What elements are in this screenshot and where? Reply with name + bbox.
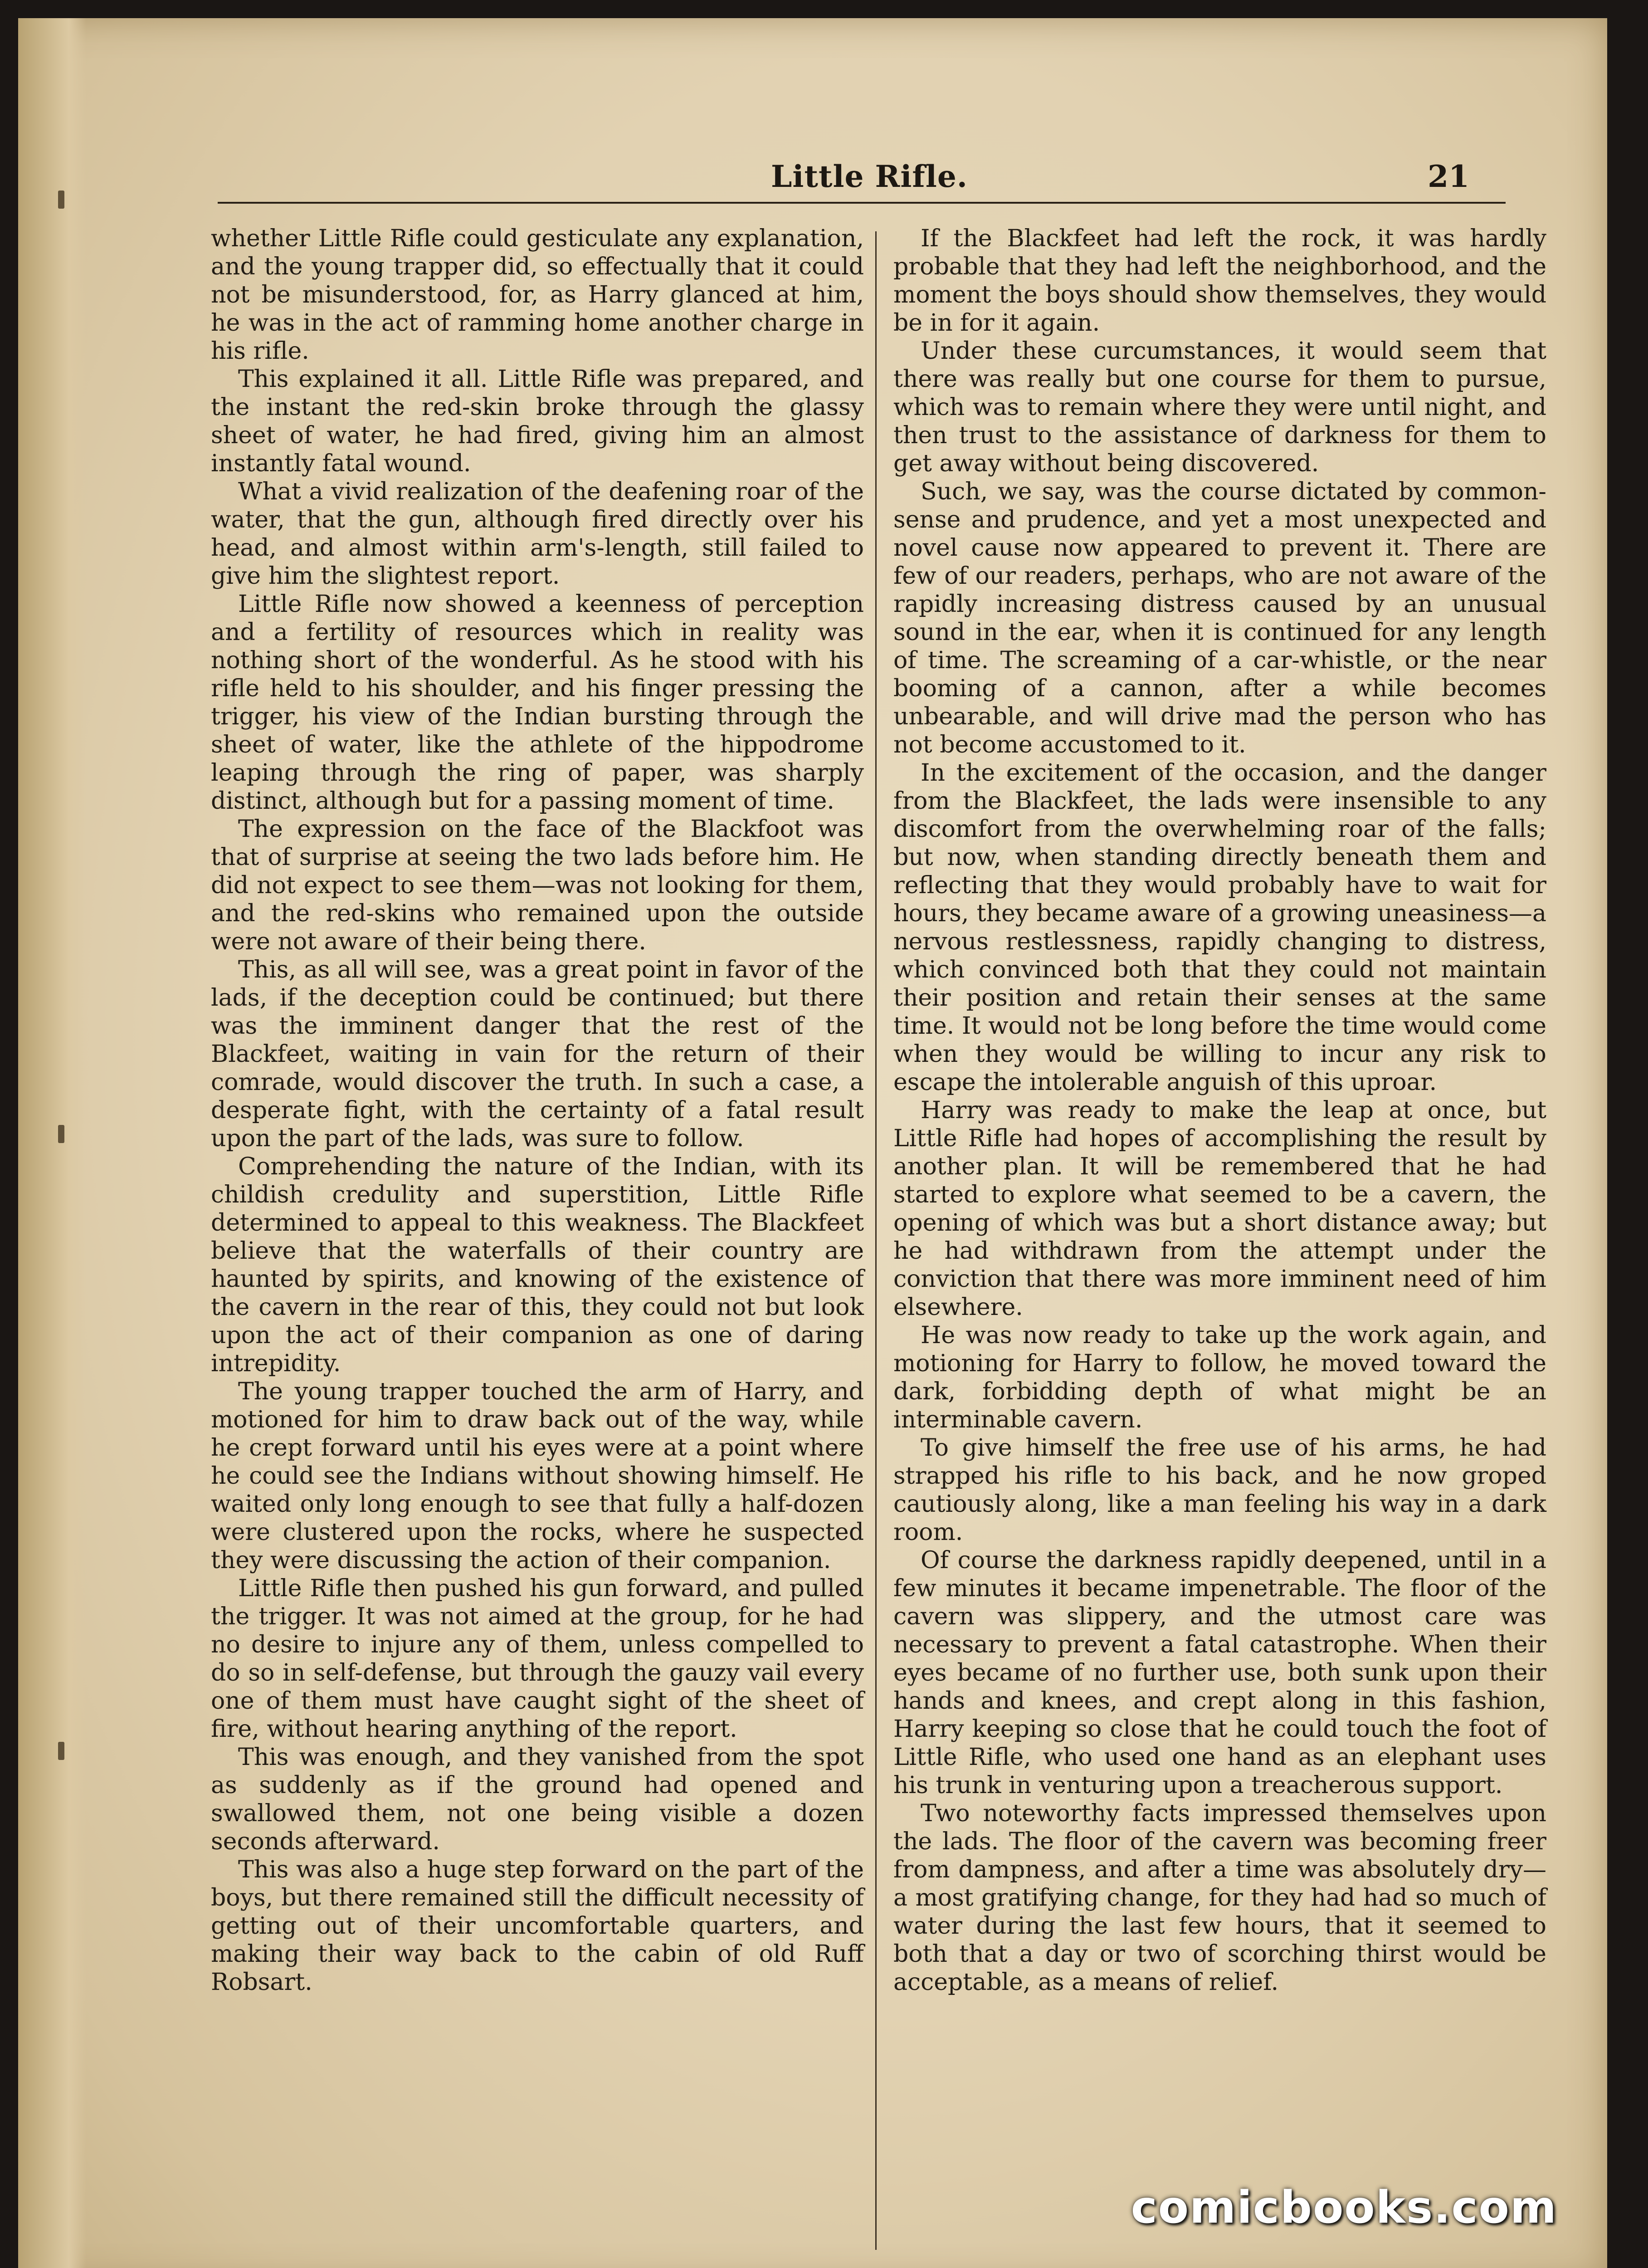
paragraph: This, as all will see, was a great point in favor of the lads, if the deception could be continued; but there was the imminent danger that the rest of the Blackfeet, waiting in vain for the return of their comrade, would discover the truth. In such a case, a desperate fight, with the certainty of a fatal result upon the part of the lads, was sure to follow. — [211, 956, 864, 1152]
paragraph: In the excitement of the occasion, and the danger from the Blackfeet, the lads were insensible to any discomfort from the overwhelming roar of the falls; but now, when standing directly beneath them and reflecting that they would probably have to wait for hours, they became aware of a growing uneasiness—a nervous restlessness, rapidly changing to distress, which convinced both that they could not maintain their position and retain their senses at the same time. It would not be long before the time would come when they would be willing to incur any risk to escape the intolerable anguish of this uproar. — [893, 759, 1546, 1096]
running-head — [218, 159, 1497, 209]
paragraph: Two noteworthy facts impressed themselves upon the lads. The floor of the cavern was becoming freer from dampness, and after a time was absolutely dry—a most gratifying change, for they had had so much of water during the last few hours, that it seemed to both that a day or two of scorching thirst would be acceptable, as a means of relief. — [893, 1800, 1546, 1996]
binding-stitch — [58, 1125, 64, 1143]
spine-binding — [18, 18, 86, 2268]
binding-stitch — [58, 1742, 64, 1760]
paragraph: Harry was ready to make the leap at once, but Little Rifle had hopes of accomplishing the result by another plan. It will be remembered that he had started to explore what seemed to be a cavern, the opening of which was but a short distance away; but he had withdrawn from the attempt under the conviction that there was more imminent need of him elsewhere. — [893, 1097, 1546, 1321]
paragraph: Comprehending the nature of the Indian, with its childish credulity and superstition, Little Rifle determined to appeal to this weakness. The Blackfeet believe that the waterfalls of their country are haunted by spirits, and knowing of the existence of the cavern in the rear of this, they could not but look upon the act of their companion as one of daring intrepidity. — [211, 1153, 864, 1377]
column-rule — [875, 231, 877, 2250]
paragraph: To give himself the free use of his arms, he had strapped his rifle to his back, and he now groped cautiously along, like a man feeling his way in a dark room. — [893, 1434, 1546, 1546]
book-page — [18, 18, 1607, 2268]
paragraph: Of course the darkness rapidly deepened, until in a few minutes it became impenetrable. The floor of the cavern was slippery, and the utmost care was necessary to prevent a fatal catastrophe. When their eyes became of no further use, both sunk upon their hands and knees, and crept along in this fashion, Harry keeping so close that he could touch the foot of Little Rifle, who used one hand as an elephant uses his trunk in venturing upon a treacherous support. — [893, 1547, 1546, 1799]
paragraph: If the Blackfeet had left the rock, it was hardly probable that they had left the neighborhood, and the moment the boys should show themselves, they would be in for it again. — [893, 225, 1546, 337]
paragraph: What a vivid realization of the deafening roar of the water, that the gun, although fired directly over his head, and almost within arm's-length, still failed to give him the slightest report. — [211, 478, 864, 590]
paragraph: Little Rifle then pushed his gun forward, and pulled the trigger. It was not aimed at the group, for he had no desire to injure any of them, unless compelled to do so in self-defense, but through the gauzy vail every one of them must have caught sight of the sheet of fire, without hearing anything of the report. — [211, 1575, 864, 1743]
binding-stitch — [58, 191, 64, 209]
paragraph: This was enough, and they vanished from the spot as suddenly as if the ground had opened and swallowed them, not one being visible a dozen seconds afterward. — [211, 1744, 864, 1855]
watermark: comicbooks.com — [1131, 2182, 1557, 2234]
paragraph: Under these curcumstances, it would seem that there was really but one course for them to pursue, which was to remain where they were until night, and then trust to the assistance of darkness for them to get away without being discovered. — [893, 337, 1546, 477]
paragraph: The young trapper touched the arm of Harry, and motioned for him to draw back out of the way, while he crept forward until his eyes were at a point where he could see the Indians without showing himself. He waited only long enough to see that fully a half-dozen were clustered upon the rocks, where he suspected they were discussing the action of their companion. — [211, 1378, 864, 1574]
header-rule — [218, 202, 1506, 204]
paragraph: This explained it all. Little Rifle was prepared, and the instant the red-skin broke through the glassy sheet of water, he had fired, giving him an almost instantly fatal wound. — [211, 366, 864, 477]
running-title: Little Rifle. — [771, 159, 968, 194]
right-column — [893, 225, 1546, 2268]
paragraph: The expression on the face of the Blackfoot was that of surprise at seeing the two lads before him. He did not expect to see them—was not looking for them, and the red-skins who remained upon the outside were not aware of their being there. — [211, 816, 864, 955]
paragraph: whether Little Rifle could gesticulate any explanation, and the young trapper did, so effectually that it could not be misunderstood, for, as Harry glanced at him, he was in the act of ramming home another charge in his rifle. — [211, 225, 864, 365]
page-number: 21 — [1428, 159, 1469, 194]
paragraph: Such, we say, was the course dictated by common-sense and prudence, and yet a most unexpected and novel cause now appeared to prevent it. There are few of our readers, perhaps, who are not aware of the rapidly increasing distress caused by an unusual sound in the ear, when it is continued for any length of time. The screaming of a car-whistle, or the near booming of a cannon, after a while becomes unbearable, and will drive mad the person who has not become accustomed to it. — [893, 478, 1546, 758]
left-column — [211, 225, 864, 2268]
paragraph: He was now ready to take up the work again, and motioning for Harry to follow, he moved toward the dark, forbidding depth of what might be an interminable cavern. — [893, 1322, 1546, 1433]
paragraph: This was also a huge step forward on the part of the boys, but there remained still the difficult necessity of getting out of their uncomfortable quarters, and making their way back to the cabin of old Ruff Robsart. — [211, 1856, 864, 1996]
paragraph: Little Rifle now showed a keenness of perception and a fertility of resources which in reality was nothing short of the wonderful. As he stood with his rifle held to his shoulder, and his finger pressing the trigger, his view of the Indian bursting through the sheet of water, like the athlete of the hippodrome leaping through the ring of paper, was sharply distinct, although but for a passing moment of time. — [211, 591, 864, 815]
